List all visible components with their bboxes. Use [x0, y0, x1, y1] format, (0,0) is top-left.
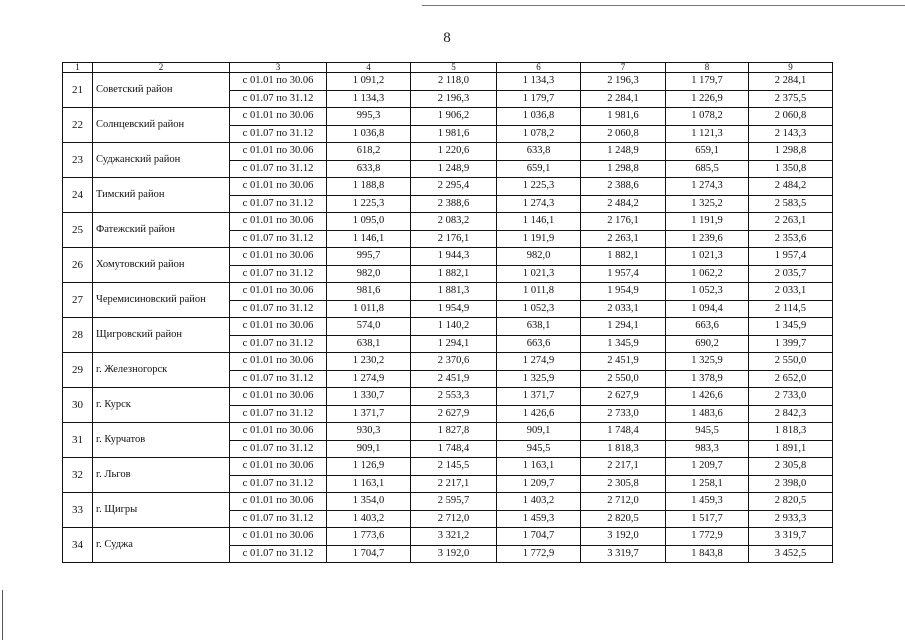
value-cell: 1 248,9 — [581, 143, 666, 161]
value-cell: 1 399,7 — [749, 335, 833, 353]
column-number-cell: 3 — [230, 63, 327, 73]
value-cell: 995,7 — [327, 248, 411, 266]
value-cell: 2 143,3 — [749, 125, 833, 143]
value-cell: 1 011,8 — [497, 283, 581, 301]
value-cell: 2 733,0 — [749, 388, 833, 406]
value-cell: 983,3 — [666, 440, 749, 458]
value-cell: 2 284,1 — [749, 73, 833, 91]
value-cell: 3 321,2 — [411, 528, 497, 546]
value-cell: 2 553,3 — [411, 388, 497, 406]
value-cell: 1 748,4 — [581, 423, 666, 441]
value-cell: 1 298,8 — [581, 160, 666, 178]
value-cell: 1 981,6 — [581, 108, 666, 126]
value-cell: 1 350,8 — [749, 160, 833, 178]
period-cell: с 01.01 по 30.06 — [230, 248, 327, 266]
value-cell: 1 052,3 — [497, 300, 581, 318]
value-cell: 2 284,1 — [581, 90, 666, 108]
value-cell: 1 882,1 — [411, 265, 497, 283]
district-name: Черемисиновский район — [93, 283, 230, 318]
period-cell: с 01.01 по 30.06 — [230, 353, 327, 371]
value-cell: 1 209,7 — [666, 458, 749, 476]
value-cell: 1 772,9 — [497, 545, 581, 563]
district-name: г. Курск — [93, 388, 230, 423]
row-number: 29 — [63, 353, 93, 388]
table-row — [63, 423, 833, 441]
value-cell: 1 274,3 — [666, 178, 749, 196]
table-row — [63, 178, 833, 196]
district-name: г. Суджа — [93, 528, 230, 563]
value-cell: 1 274,9 — [497, 353, 581, 371]
value-cell: 3 319,7 — [749, 528, 833, 546]
value-cell: 2 627,9 — [581, 388, 666, 406]
value-cell: 1 294,1 — [581, 318, 666, 336]
table-row — [63, 388, 833, 406]
value-cell: 2 933,3 — [749, 510, 833, 528]
value-cell: 2 550,0 — [581, 370, 666, 388]
period-cell: с 01.07 по 31.12 — [230, 195, 327, 213]
value-cell: 1 258,1 — [666, 475, 749, 493]
value-cell: 2 820,5 — [581, 510, 666, 528]
value-cell: 909,1 — [497, 423, 581, 441]
table-row — [63, 213, 833, 231]
value-cell: 1 146,1 — [327, 230, 411, 248]
value-cell: 2 820,5 — [749, 493, 833, 511]
value-cell: 1 146,1 — [497, 213, 581, 231]
value-cell: 2 295,4 — [411, 178, 497, 196]
value-cell: 633,8 — [497, 143, 581, 161]
period-cell: с 01.01 по 30.06 — [230, 178, 327, 196]
value-cell: 2 033,1 — [581, 300, 666, 318]
value-cell: 1 091,2 — [327, 73, 411, 91]
value-cell: 1 163,1 — [327, 475, 411, 493]
value-cell: 2 842,3 — [749, 405, 833, 423]
value-cell: 2 398,0 — [749, 475, 833, 493]
period-cell: с 01.01 по 30.06 — [230, 528, 327, 546]
value-cell: 2 196,3 — [411, 90, 497, 108]
period-cell: с 01.07 по 31.12 — [230, 265, 327, 283]
value-cell: 1 843,8 — [666, 545, 749, 563]
column-number-cell: 6 — [497, 63, 581, 73]
row-number: 27 — [63, 283, 93, 318]
period-cell: с 01.07 по 31.12 — [230, 125, 327, 143]
value-cell: 995,3 — [327, 108, 411, 126]
value-cell: 2 118,0 — [411, 73, 497, 91]
column-number-cell: 7 — [581, 63, 666, 73]
value-cell: 2 733,0 — [581, 405, 666, 423]
period-cell: с 01.01 по 30.06 — [230, 213, 327, 231]
value-cell: 2 176,1 — [411, 230, 497, 248]
value-cell: 1 011,8 — [327, 300, 411, 318]
value-cell: 1 226,9 — [666, 90, 749, 108]
table-row — [63, 143, 833, 161]
value-cell: 1 403,2 — [497, 493, 581, 511]
value-cell: 945,5 — [666, 423, 749, 441]
value-cell: 1 036,8 — [497, 108, 581, 126]
value-cell: 659,1 — [666, 143, 749, 161]
value-cell: 2 083,2 — [411, 213, 497, 231]
value-cell: 982,0 — [497, 248, 581, 266]
table-row — [63, 493, 833, 511]
value-cell: 1 403,2 — [327, 510, 411, 528]
value-cell: 1 459,3 — [666, 493, 749, 511]
value-cell: 2 035,7 — [749, 265, 833, 283]
value-cell: 1 818,3 — [581, 440, 666, 458]
period-cell: с 01.07 по 31.12 — [230, 475, 327, 493]
value-cell: 1 891,1 — [749, 440, 833, 458]
value-cell: 2 305,8 — [581, 475, 666, 493]
row-number: 32 — [63, 458, 93, 493]
value-cell: 618,2 — [327, 143, 411, 161]
value-cell: 2 451,9 — [581, 353, 666, 371]
table-row — [63, 318, 833, 336]
value-cell: 1 954,9 — [581, 283, 666, 301]
value-cell: 1 062,2 — [666, 265, 749, 283]
value-cell: 2 484,2 — [749, 178, 833, 196]
value-cell: 1 274,3 — [497, 195, 581, 213]
value-cell: 1 094,4 — [666, 300, 749, 318]
row-number: 31 — [63, 423, 93, 458]
value-cell: 1 036,8 — [327, 125, 411, 143]
value-cell: 1 881,3 — [411, 283, 497, 301]
top-rule — [422, 5, 905, 6]
period-cell: с 01.01 по 30.06 — [230, 283, 327, 301]
district-name: Щигровский район — [93, 318, 230, 353]
table-row — [63, 353, 833, 371]
value-cell: 930,3 — [327, 423, 411, 441]
value-cell: 1 298,8 — [749, 143, 833, 161]
period-cell: с 01.07 по 31.12 — [230, 90, 327, 108]
value-cell: 1 772,9 — [666, 528, 749, 546]
row-number: 21 — [63, 73, 93, 108]
value-cell: 1 882,1 — [581, 248, 666, 266]
period-cell: с 01.01 по 30.06 — [230, 143, 327, 161]
district-name: Суджанский район — [93, 143, 230, 178]
period-cell: с 01.07 по 31.12 — [230, 335, 327, 353]
value-cell: 2 060,8 — [749, 108, 833, 126]
value-cell: 1 827,8 — [411, 423, 497, 441]
value-cell: 2 060,8 — [581, 125, 666, 143]
value-cell: 1 957,4 — [581, 265, 666, 283]
value-cell: 2 595,7 — [411, 493, 497, 511]
period-cell: с 01.07 по 31.12 — [230, 545, 327, 563]
value-cell: 1 274,9 — [327, 370, 411, 388]
value-cell: 633,8 — [327, 160, 411, 178]
table-row — [63, 108, 833, 126]
value-cell: 1 021,3 — [666, 248, 749, 266]
value-cell: 1 371,7 — [327, 405, 411, 423]
value-cell: 3 192,0 — [411, 545, 497, 563]
value-cell: 1 078,2 — [666, 108, 749, 126]
value-cell: 1 121,3 — [666, 125, 749, 143]
value-cell: 2 712,0 — [411, 510, 497, 528]
value-cell: 663,6 — [666, 318, 749, 336]
value-cell: 1 220,6 — [411, 143, 497, 161]
district-name: г. Курчатов — [93, 423, 230, 458]
district-name: Тимский район — [93, 178, 230, 213]
table-row — [63, 283, 833, 301]
value-cell: 1 325,9 — [497, 370, 581, 388]
value-cell: 1 354,0 — [327, 493, 411, 511]
value-cell: 2 652,0 — [749, 370, 833, 388]
row-number: 26 — [63, 248, 93, 283]
column-number-cell: 8 — [666, 63, 749, 73]
period-cell: с 01.01 по 30.06 — [230, 493, 327, 511]
value-cell: 663,6 — [497, 335, 581, 353]
value-cell: 2 451,9 — [411, 370, 497, 388]
value-cell: 638,1 — [497, 318, 581, 336]
value-cell: 2 583,5 — [749, 195, 833, 213]
value-cell: 1 126,9 — [327, 458, 411, 476]
value-cell: 638,1 — [327, 335, 411, 353]
period-cell: с 01.01 по 30.06 — [230, 388, 327, 406]
value-cell: 1 818,3 — [749, 423, 833, 441]
row-number: 28 — [63, 318, 93, 353]
value-cell: 1 748,4 — [411, 440, 497, 458]
table-row — [63, 458, 833, 476]
value-cell: 1 294,1 — [411, 335, 497, 353]
value-cell: 1 325,2 — [666, 195, 749, 213]
value-cell: 982,0 — [327, 265, 411, 283]
value-cell: 1 179,7 — [666, 73, 749, 91]
value-cell: 2 305,8 — [749, 458, 833, 476]
value-cell: 2 033,1 — [749, 283, 833, 301]
value-cell: 2 217,1 — [581, 458, 666, 476]
value-cell: 685,5 — [666, 160, 749, 178]
value-cell: 1 426,6 — [497, 405, 581, 423]
period-cell: с 01.01 по 30.06 — [230, 423, 327, 441]
district-name: г. Железногорск — [93, 353, 230, 388]
value-cell: 1 426,6 — [666, 388, 749, 406]
value-cell: 1 248,9 — [411, 160, 497, 178]
value-cell: 2 263,1 — [749, 213, 833, 231]
period-cell: с 01.07 по 31.12 — [230, 300, 327, 318]
value-cell: 1 230,2 — [327, 353, 411, 371]
value-cell: 2 712,0 — [581, 493, 666, 511]
value-cell: 1 459,3 — [497, 510, 581, 528]
value-cell: 981,6 — [327, 283, 411, 301]
column-number-cell: 9 — [749, 63, 833, 73]
period-cell: с 01.07 по 31.12 — [230, 230, 327, 248]
value-cell: 1 188,8 — [327, 178, 411, 196]
period-cell: с 01.07 по 31.12 — [230, 510, 327, 528]
district-name: Хомутовский район — [93, 248, 230, 283]
value-cell: 2 370,6 — [411, 353, 497, 371]
value-cell: 909,1 — [327, 440, 411, 458]
value-cell: 1 378,9 — [666, 370, 749, 388]
district-name: г. Льгов — [93, 458, 230, 493]
value-cell: 690,2 — [666, 335, 749, 353]
value-cell: 1 371,7 — [497, 388, 581, 406]
value-cell: 574,0 — [327, 318, 411, 336]
value-cell: 1 981,6 — [411, 125, 497, 143]
value-cell: 2 484,2 — [581, 195, 666, 213]
value-cell: 1 134,3 — [327, 90, 411, 108]
value-cell: 1 330,7 — [327, 388, 411, 406]
value-cell: 2 375,5 — [749, 90, 833, 108]
column-number-cell: 2 — [93, 63, 230, 73]
value-cell: 1 191,9 — [666, 213, 749, 231]
value-cell: 1 021,3 — [497, 265, 581, 283]
value-cell: 1 095,0 — [327, 213, 411, 231]
table-body — [63, 63, 833, 563]
value-cell: 2 196,3 — [581, 73, 666, 91]
page-number: 8 — [443, 30, 451, 46]
value-cell: 1 191,9 — [497, 230, 581, 248]
period-cell: с 01.01 по 30.06 — [230, 318, 327, 336]
value-cell: 1 906,2 — [411, 108, 497, 126]
value-cell: 2 627,9 — [411, 405, 497, 423]
tariff-table — [62, 62, 833, 563]
value-cell: 1 957,4 — [749, 248, 833, 266]
value-cell: 659,1 — [497, 160, 581, 178]
value-cell: 2 550,0 — [749, 353, 833, 371]
value-cell: 2 114,5 — [749, 300, 833, 318]
value-cell: 1 325,9 — [666, 353, 749, 371]
column-number-row — [63, 63, 833, 73]
period-cell: с 01.07 по 31.12 — [230, 405, 327, 423]
district-name: Советский район — [93, 73, 230, 108]
district-name: Фатежский район — [93, 213, 230, 248]
district-name: Солнцевский район — [93, 108, 230, 143]
value-cell: 1 704,7 — [327, 545, 411, 563]
district-name: г. Щигры — [93, 493, 230, 528]
row-number: 30 — [63, 388, 93, 423]
value-cell: 1 179,7 — [497, 90, 581, 108]
row-number: 25 — [63, 213, 93, 248]
value-cell: 2 217,1 — [411, 475, 497, 493]
row-number: 34 — [63, 528, 93, 563]
period-cell: с 01.01 по 30.06 — [230, 108, 327, 126]
value-cell: 1 239,6 — [666, 230, 749, 248]
row-number: 22 — [63, 108, 93, 143]
value-cell: 945,5 — [497, 440, 581, 458]
row-number: 33 — [63, 493, 93, 528]
period-cell: с 01.07 по 31.12 — [230, 440, 327, 458]
left-margin-rule — [2, 590, 3, 640]
value-cell: 1 345,9 — [581, 335, 666, 353]
value-cell: 1 773,6 — [327, 528, 411, 546]
value-cell: 1 225,3 — [327, 195, 411, 213]
column-number-cell: 1 — [63, 63, 93, 73]
column-number-cell: 4 — [327, 63, 411, 73]
value-cell: 3 192,0 — [581, 528, 666, 546]
value-cell: 2 353,6 — [749, 230, 833, 248]
value-cell: 1 225,3 — [497, 178, 581, 196]
period-cell: с 01.07 по 31.12 — [230, 370, 327, 388]
period-cell: с 01.01 по 30.06 — [230, 73, 327, 91]
value-cell: 2 176,1 — [581, 213, 666, 231]
value-cell: 1 209,7 — [497, 475, 581, 493]
value-cell: 3 452,5 — [749, 545, 833, 563]
period-cell: с 01.07 по 31.12 — [230, 160, 327, 178]
value-cell: 1 345,9 — [749, 318, 833, 336]
value-cell: 2 263,1 — [581, 230, 666, 248]
value-cell: 1 483,6 — [666, 405, 749, 423]
row-number: 24 — [63, 178, 93, 213]
value-cell: 1 134,3 — [497, 73, 581, 91]
value-cell: 1 052,3 — [666, 283, 749, 301]
value-cell: 2 388,6 — [411, 195, 497, 213]
value-cell: 1 163,1 — [497, 458, 581, 476]
table-row — [63, 248, 833, 266]
table-row — [63, 528, 833, 546]
value-cell: 1 140,2 — [411, 318, 497, 336]
table-row — [63, 73, 833, 91]
value-cell: 1 078,2 — [497, 125, 581, 143]
row-number: 23 — [63, 143, 93, 178]
period-cell: с 01.01 по 30.06 — [230, 458, 327, 476]
value-cell: 2 388,6 — [581, 178, 666, 196]
value-cell: 1 517,7 — [666, 510, 749, 528]
column-number-cell: 5 — [411, 63, 497, 73]
value-cell: 2 145,5 — [411, 458, 497, 476]
value-cell: 3 319,7 — [581, 545, 666, 563]
value-cell: 1 704,7 — [497, 528, 581, 546]
value-cell: 1 954,9 — [411, 300, 497, 318]
value-cell: 1 944,3 — [411, 248, 497, 266]
